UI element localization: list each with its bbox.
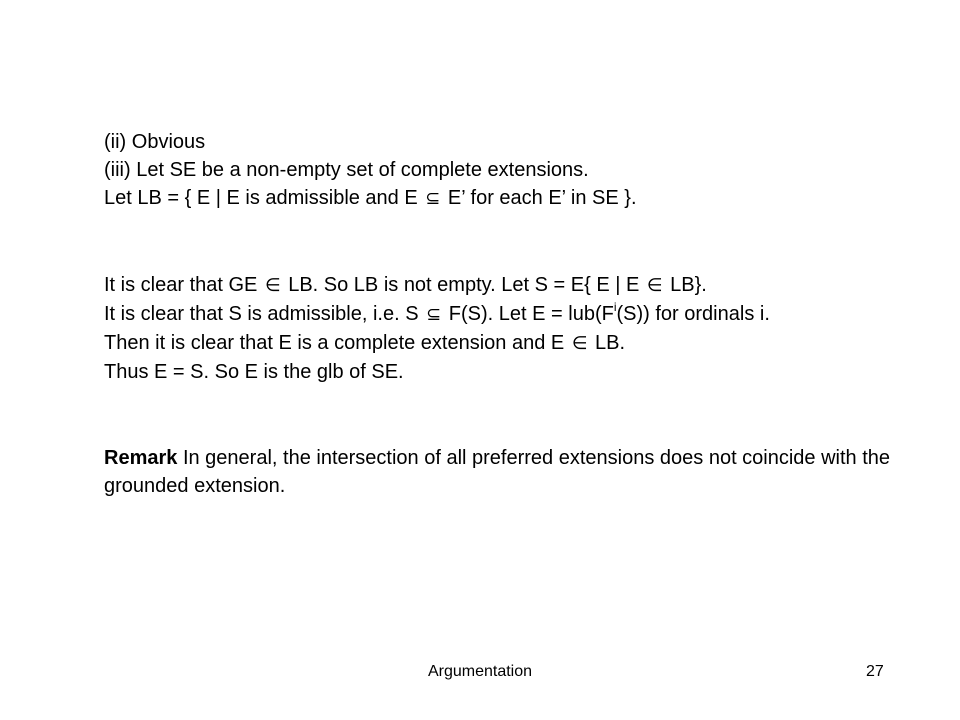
- line-text: It is clear that S is admissible, i.e. S: [104, 303, 425, 325]
- line-lb-definition: [104, 184, 924, 213]
- line-ge-in-lb: [104, 271, 924, 300]
- element-of-symbol: ∈: [646, 275, 663, 296]
- superscript-i: i: [613, 300, 617, 314]
- remark-paragraph: [104, 444, 924, 500]
- remark-label: Remark: [104, 447, 178, 469]
- line-text: Thus E = S. So E is the glb of SE.: [104, 361, 404, 383]
- subseteq-symbol: ⊆: [425, 188, 441, 209]
- page-number: 27: [866, 663, 884, 680]
- line-text: LB. So LB is not empty. Let S = E{ E | E: [282, 274, 645, 296]
- line-s-admissible: [104, 300, 924, 329]
- element-of-symbol: ∈: [571, 333, 588, 354]
- line-conclusion: [104, 358, 924, 386]
- subseteq-symbol: ⊆: [426, 304, 442, 325]
- element-of-symbol: ∈: [264, 275, 281, 296]
- line-complete-extension: [104, 329, 924, 358]
- line-ii-obvious: [104, 128, 924, 156]
- line-iii-definition: [104, 156, 924, 184]
- line-text: Then it is clear that E is a complete extension and E: [104, 332, 570, 354]
- line-text: LB}.: [664, 274, 707, 296]
- line-text: Let LB = { E | E is admissible and E: [104, 187, 424, 209]
- line-text: (iii) Let SE be a non-empty set of complete extensions.: [104, 159, 589, 181]
- remark-text: In general, the intersection of all preferred extensions does not coincide with the grounded extension.: [104, 447, 891, 497]
- slide-body: [104, 128, 924, 500]
- line-text: E’ for each E’ in SE }.: [442, 187, 637, 209]
- footer-title: Argumentation: [427, 663, 533, 680]
- line-text: F(S). Let E = lub(F: [443, 303, 614, 325]
- line-text: (ii) Obvious: [104, 131, 206, 153]
- spacer: [104, 213, 924, 271]
- spacer: [104, 386, 924, 444]
- line-text: It is clear that GE: [104, 274, 263, 296]
- line-text: LB.: [589, 332, 626, 354]
- line-text: (S)) for ordinals i.: [616, 303, 770, 325]
